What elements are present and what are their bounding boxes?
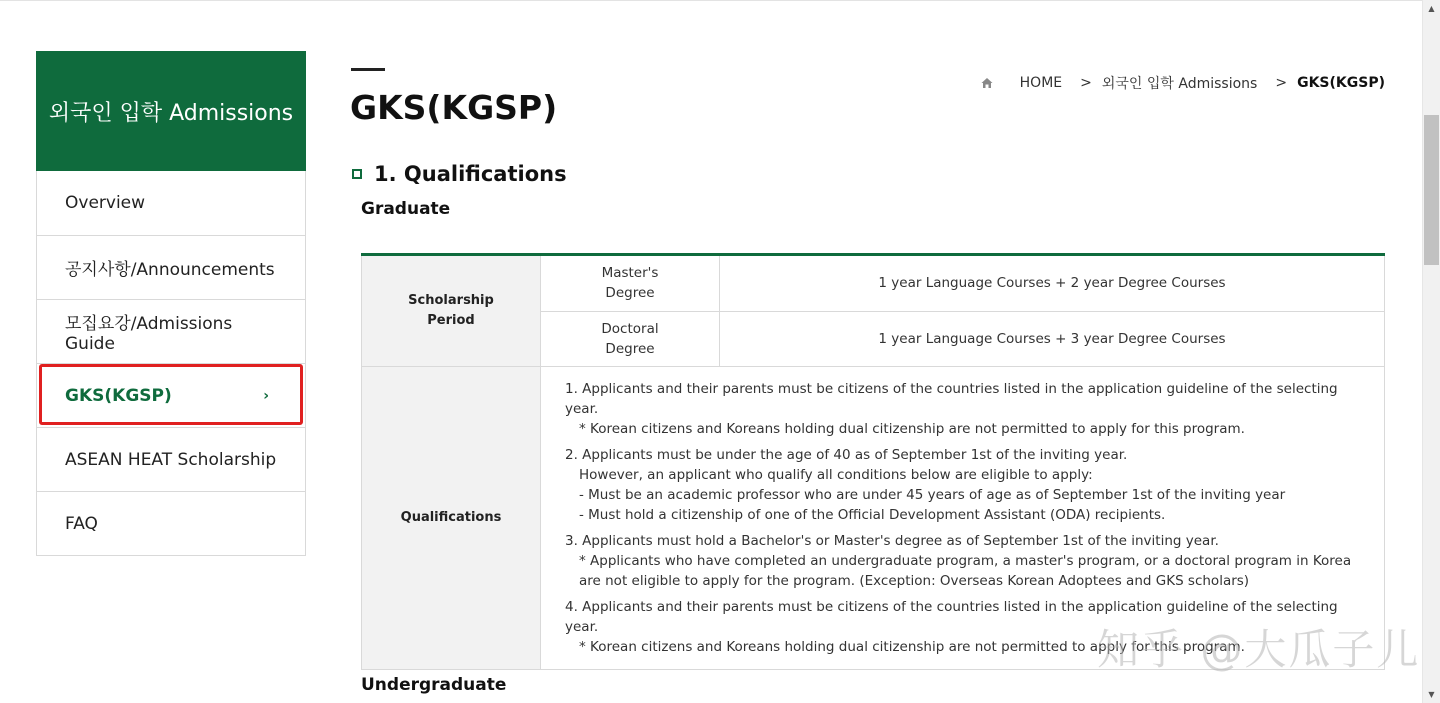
section-title	[352, 162, 567, 186]
breadcrumb-admissions[interactable]: 외국인 입학 Admissions	[1101, 76, 1258, 92]
list-item: 2. Applicants must be under the age of 40 as of September 1st of the inviting year. However, an applicant who qualify all conditions below are eligible to apply: - Must be an academic professor who are under 45 years of age as of September 1st of the inviting year - Must hold a citizenship of one of the Official Development Assistant (ODA) recipients.	[565, 447, 1286, 523]
graduate-qualifications-table	[361, 253, 1385, 670]
sidebar-item-label: Overview	[65, 193, 146, 213]
list-item: 1. Applicants and their parents must be citizens of the countries listed in the application guideline of the selecting year. * Korean citizens and Koreans holding dual citizenship are not permitted to apply for this program.	[565, 381, 1338, 437]
masters-period-value: 1 year Language Courses + 2 year Degree Courses	[720, 255, 1385, 312]
sidebar-item-label: FAQ	[65, 513, 98, 534]
page-title: GKS(KGSP)	[350, 88, 558, 127]
sidebar-item-label: 공지사항/Announcements	[65, 260, 275, 280]
breadcrumb-separator: >	[1275, 75, 1288, 91]
section-title-text: 1. Qualifications	[374, 162, 567, 186]
list-item: 4. Applicants and their parents must be citizens of the countries listed in the application guideline of the selecting year. * Korean citizens and Koreans holding dual citizenship are not permitted to apply for this program.	[565, 599, 1338, 655]
sidebar-menu	[36, 171, 306, 556]
sidebar-item-faq[interactable]	[37, 491, 305, 555]
undergraduate-subtitle: Undergraduate	[361, 675, 507, 695]
table-row	[362, 255, 1385, 312]
scroll-up-arrow-icon[interactable]: ▲	[1428, 4, 1435, 13]
vertical-scrollbar[interactable]	[1422, 0, 1440, 703]
breadcrumb-current: GKS(KGSP)	[1297, 75, 1385, 91]
top-divider	[0, 0, 1422, 1]
scholarship-period-header: Scholarship Period	[362, 255, 541, 367]
scroll-down-arrow-icon[interactable]: ▼	[1428, 690, 1435, 699]
watermark: 知乎 @大瓜子儿	[1097, 625, 1421, 674]
sidebar-item-admissions-guide[interactable]	[37, 299, 305, 363]
masters-degree-cell: Master's Degree	[541, 255, 720, 312]
sidebar-item-asean-heat[interactable]	[37, 427, 305, 491]
breadcrumb	[980, 73, 1385, 93]
sidebar-item-announcements[interactable]	[37, 235, 305, 299]
breadcrumb-separator: >	[1080, 75, 1092, 91]
scrollbar-thumb[interactable]	[1424, 115, 1439, 265]
home-icon[interactable]	[980, 76, 994, 90]
sidebar-item-label: GKS(KGSP)	[65, 385, 172, 406]
breadcrumb-home[interactable]: HOME	[1019, 75, 1063, 91]
sidebar-item-gks-kgsp[interactable]	[37, 363, 305, 427]
sidebar-item-label: 모집요강/Admissions Guide	[65, 314, 233, 354]
sidebar-item-label: ASEAN HEAT Scholarship	[65, 449, 277, 470]
sidebar-item-overview[interactable]	[37, 171, 305, 235]
doctoral-period-value: 1 year Language Courses + 3 year Degree Courses	[720, 311, 1385, 367]
chevron-right-icon: ›	[263, 387, 269, 404]
qualifications-header: Qualifications	[362, 367, 541, 670]
sidebar	[36, 51, 306, 556]
list-item: 3. Applicants must hold a Bachelor's or Master's degree as of September 1st of the inviting year. * Applicants who have completed an undergraduate program, a master's program, or a doctoral program in Korea are not eligible to apply for the program. (Exception: Overseas Korean Adoptees and GKS scholars)	[565, 533, 1352, 589]
sidebar-header: 외국인 입학 Admissions	[36, 51, 306, 171]
doctoral-degree-cell: Doctoral Degree	[541, 311, 720, 367]
title-accent-bar	[351, 68, 385, 71]
square-bullet-icon	[352, 169, 362, 179]
graduate-subtitle: Graduate	[361, 199, 451, 219]
